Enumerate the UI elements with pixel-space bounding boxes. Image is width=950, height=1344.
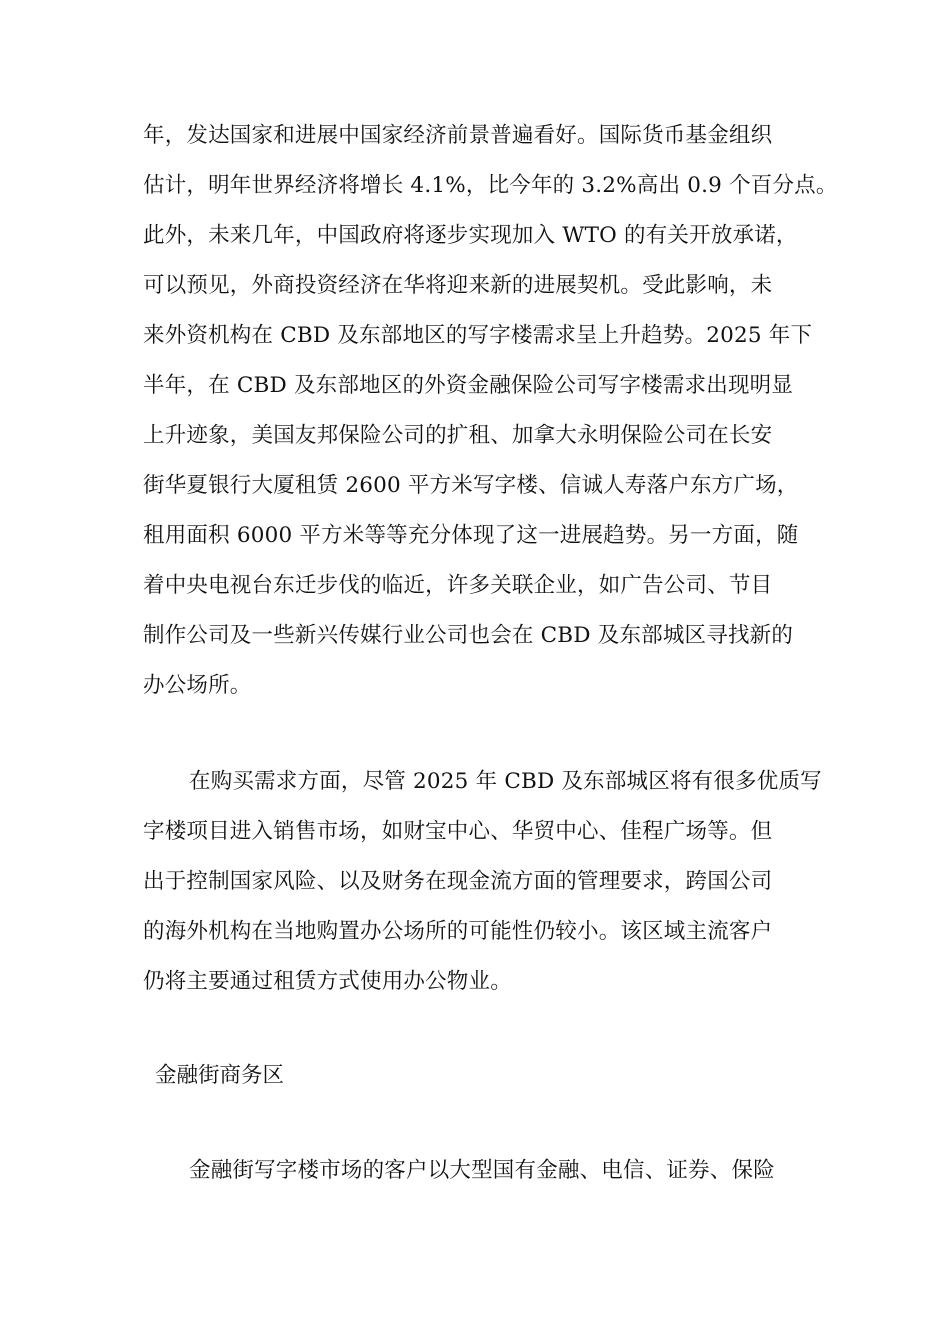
text-line: 的海外机构在当地购置办公场所的可能性仍较小。该区域主流客户 [143,919,773,944]
text-line: 着中央电视台东迁步伐的临近，许多关联企业，如广告公司、节目 [143,573,773,598]
text-line: 字楼项目进入销售市场，如财宝中心、华贸中心、佳程广场等。但 [143,819,773,844]
text-line: 半年，在 CBD 及东部地区的外资金融保险公司写字楼需求出现明显 [143,373,794,398]
text-line: 估计，明年世界经济将增长 4.1%，比今年的 3.2%高出 0.9 个百分点。 [143,173,838,198]
text-line: 街华夏银行大厦租赁 2600 平方米写字楼、信诚人寿落户东方广场， [143,473,799,498]
text-line: 办公场所。 [143,673,252,698]
text-line: 金融街写字楼市场的客户以大型国有金融、电信、证券、保险 [189,1158,775,1183]
text-line: 此外，未来几年，中国政府将逐步实现加入 WTO 的有关开放承诺， [143,223,798,248]
section-heading: 金融街商务区 [155,1063,285,1088]
text-line: 来外资机构在 CBD 及东部地区的写字楼需求呈上升趋势。2025 年下 [143,323,813,348]
text-line: 可以预见，外商投资经济在华将迎来新的进展契机。受此影响，未 [143,273,773,298]
text-line: 在购买需求方面，尽管 2025 年 CBD 及东部城区将有很多优质写 [189,769,822,794]
text-line: 租用面积 6000 平方米等等充分体现了这一进展趋势。另一方面，随 [143,523,799,548]
text-line: 年，发达国家和进展中国家经济前景普遍看好。国际货币基金组织 [143,123,773,148]
text-line: 仍将主要通过租赁方式使用办公物业。 [143,969,512,994]
text-line: 上升迹象，美国友邦保险公司的扩租、加拿大永明保险公司在长安 [143,423,773,448]
text-line: 制作公司及一些新兴传媒行业公司也会在 CBD 及东部城区寻找新的 [143,623,794,648]
text-line: 出于控制国家风险、以及财务在现金流方面的管理要求，跨国公司 [143,869,773,894]
